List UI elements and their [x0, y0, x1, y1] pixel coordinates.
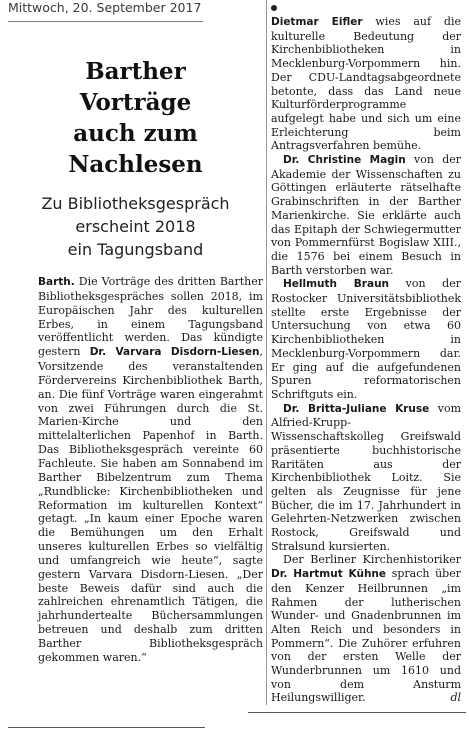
article-column-right — [271, 15, 461, 705]
paragraph-text: sprach über den Kenzer Heilbrunnen „im Rahmen der lutherischen Wunder- und Gnadenbrunnen im Alten Reich und besonders in Pommern“. Die Zuhörer erfuhren von der ersten Welle der Wunderbrunnen um 1610 und von dem Ansturm Heilungswilliger. — [271, 567, 461, 705]
headline — [8, 56, 263, 180]
paragraph-text: Die Vorträge des dritten Barther Bibliotheksgespräches sollen 2018, im Europäischen Jahr des kulturellen Erbes, in einem Tagungsband veröffentlicht werden. Das kündigte gestern — [38, 275, 263, 359]
headline-line: auch zum — [73, 120, 198, 147]
column-marker-icon — [271, 5, 277, 11]
column-divider — [266, 0, 267, 705]
dateline-location: Barth. — [38, 276, 75, 288]
headline-line: Barther — [85, 58, 186, 85]
article-paragraph — [271, 277, 461, 401]
dateline: Mittwoch, 20. September 2017 — [8, 0, 202, 15]
subheadline — [8, 192, 263, 261]
subhead-line: Zu Bibliotheksgespräch — [41, 194, 230, 213]
article-paragraph — [271, 402, 461, 554]
author-signature: dl — [450, 691, 461, 705]
person-name: Dr. Britta-Juliane Kruse — [283, 402, 430, 415]
paragraph-text: wies auf die kulturelle Bedeutung der Kirchenbibliotheken in Mecklenburg-Vorpommern hin. Der CDU-Landtagsabgeordnete betonte, dass das Land neue Kulturförderprogramme aufgelegt habe und sich um eine Erleichterung beim Antragsverfahren bemühe. — [271, 15, 461, 153]
paragraph-text: von der Akademie der Wissenschaften zu Göttingen erläuterte rätselhafte Grabinschriften in der Barther Marienkirche. Sie erklärte auch das Epitaph der Schwiegermutter von Pommernfürst Bogislaw XIII., die 1576 bei einem Besuch in Barth verstorben war. — [271, 153, 461, 277]
article-column-left — [38, 275, 263, 665]
article-paragraph — [38, 275, 263, 665]
article-paragraph — [271, 553, 461, 705]
paragraph-text: Der Berliner Kirchenhistoriker — [283, 553, 461, 567]
person-name: Dietmar Eifler — [271, 16, 363, 28]
headline-line: Vorträge — [79, 89, 192, 116]
paragraph-text: vom Alfried-Krupp-Wissenschaftskolleg Greifswald präsentierte buchhistorische Raritäten aus der Kirchenbibliothek Loitz. Sie gelten als Zeugnisse für jene Bücher, die im 17. Jahrhundert in Gelehrten-Netzwerken zwischen Rostock, Greifswald und Stralsund kursierten. — [271, 401, 461, 553]
person-name: Hellmuth Braun — [283, 278, 390, 291]
person-name: Dr. Varvara Disdorn-Liesen — [89, 346, 260, 359]
paragraph-text: , Vorsitzende des veranstaltenden Fördervereins Kirchenbibliothek Barth, an. Die fünf Vorträge waren eingerahmt von zwei Führungen durch die St. Marien-Kirche und den mittelalterlichen Papenhof in Barth. Das Bibliotheksgespräch vereinte 60 Fachleute. Sie haben am Sonnabend im Barther Bibelzentrum zum Thema „Rundblicke: Kirchenbibliotheken und Reformation im kulturellen Kontext“ getagt. „In kaum einer Epoche waren die Bemühungen um den Erhalt unseres kulturellen Erbes so vielfältig und umfangreich wie heute“, sagte gestern Varvara Disdorn-Liesen. „Der beste Beweis dafür sind auch die zahlreichen ehrenamtlich Tätigen, die jahrhundertealte Büchersammlungen betreuen und deshalb zum dritten Barther Bibliotheksgespräch gekommen waren.“ — [38, 345, 263, 664]
article-paragraph — [271, 153, 461, 277]
subhead-line: ein Tagungsband — [67, 240, 204, 259]
article-paragraph — [271, 15, 461, 153]
bottom-rule — [8, 727, 205, 728]
person-name: Dr. Christine Magin — [283, 154, 406, 167]
bottom-rule — [248, 712, 466, 713]
subhead-line: erscheint 2018 — [75, 217, 196, 236]
paragraph-text: von der Rostocker Universitätsbibliothek stellte erste Ergebnisse der Untersuchung von etwa 60 Kirchenbibliotheken in Mecklenburg-Vorpommern dar. Er ging auf die aufgefundenen Spuren reformatorischen Schriftguts ein. — [271, 277, 461, 401]
headline-line: Nachlesen — [68, 151, 203, 178]
person-name: Dr. Hartmut Kühne — [271, 568, 387, 581]
dateline-rule — [8, 21, 203, 22]
